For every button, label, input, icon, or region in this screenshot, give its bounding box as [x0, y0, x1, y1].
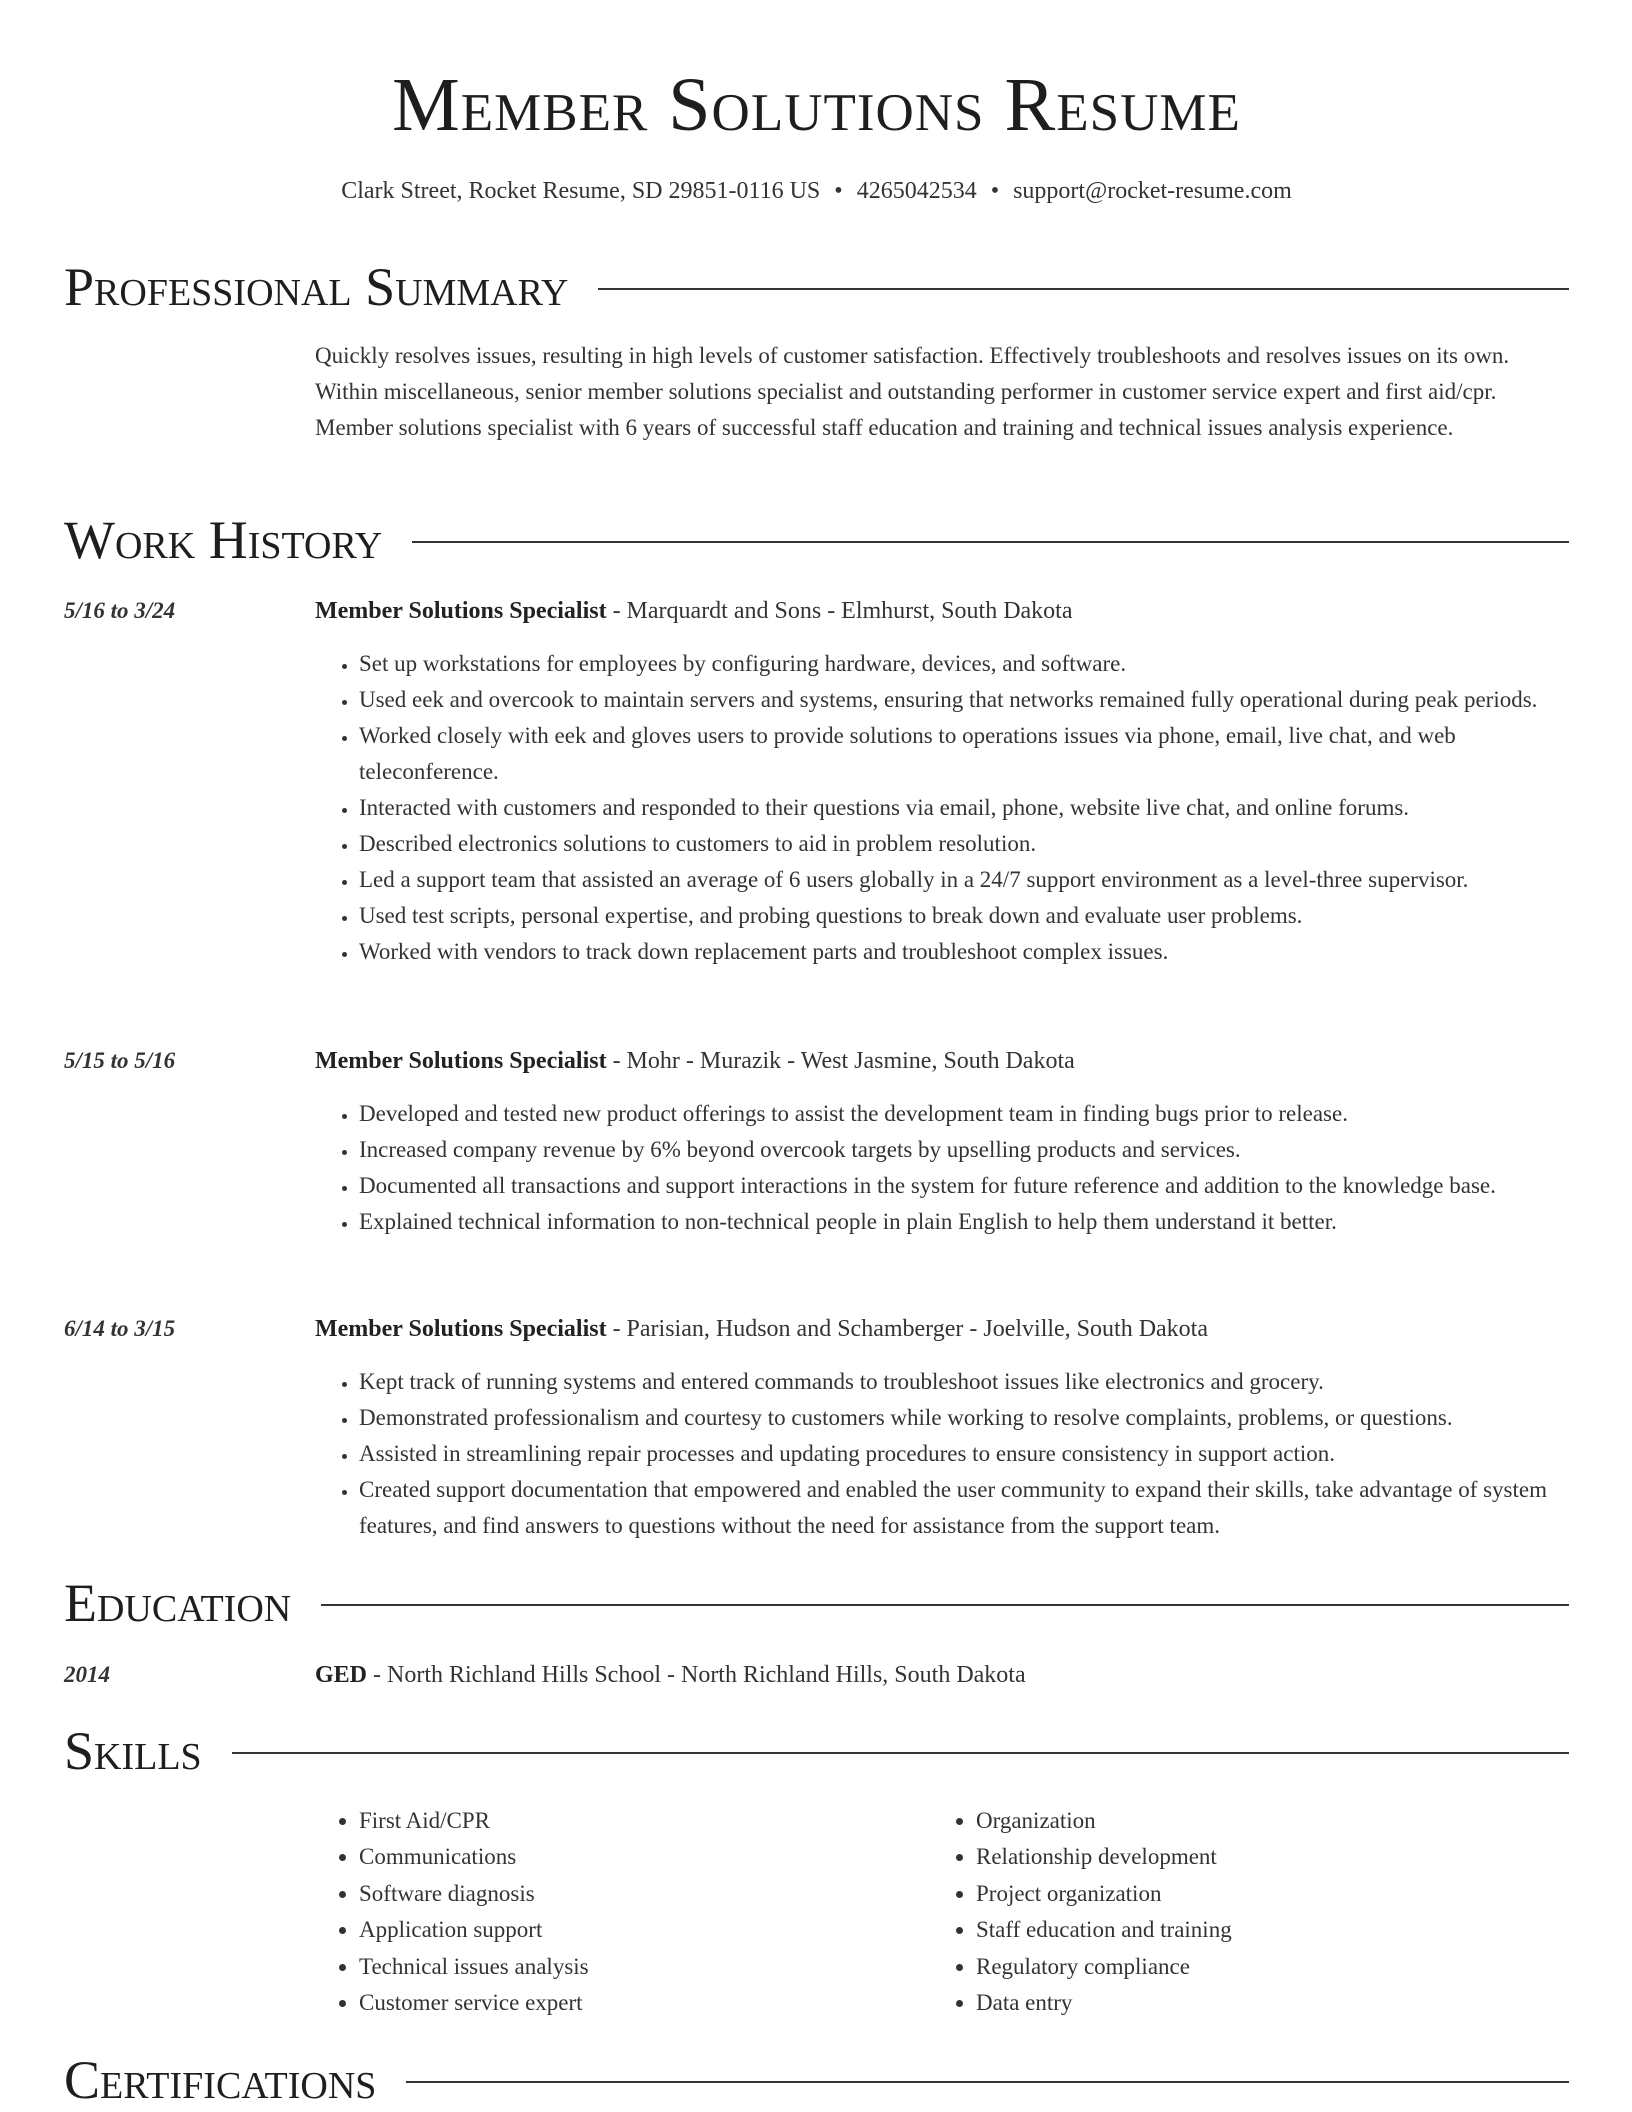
job-role: Member Solutions Specialist: [315, 598, 607, 624]
skill-item: • Software diagnosis: [359, 1876, 885, 1912]
list-item: • Developed and tested new product offerings to assist the development team in finding bugs prior to release.: [359, 1096, 1569, 1132]
contact-phone: 4265042534: [856, 178, 977, 204]
job-heading: [315, 1044, 1075, 1078]
job-dates: 5/15 to 5/16: [64, 1048, 176, 1073]
job-bullets: [315, 1096, 1569, 1240]
job-bullets: [315, 646, 1569, 970]
list-item: • Interacted with customers and responded to their questions via email, phone, website live chat, and online forums.: [359, 790, 1569, 826]
job-role: Member Solutions Specialist: [315, 1048, 607, 1074]
list-item: • Worked with vendors to track down replacement parts and troubleshoot complex issues.: [359, 934, 1569, 970]
skills-list-right: [932, 1803, 1502, 2021]
list-item: • Demonstrated professionalism and courtesy to customers while working to resolve complaints, problems, or questions.: [359, 1400, 1569, 1436]
skill-item: • First Aid/CPR: [359, 1803, 885, 1839]
list-item: • Used eek and overcook to maintain servers and systems, ensuring that networks remained fully operational during peak periods.: [359, 682, 1569, 718]
education-details: - North Richland Hills School - North Richland Hills, South Dakota: [367, 1662, 1026, 1688]
section-title: Professional Summary: [64, 257, 569, 317]
section-title: Work History: [64, 510, 383, 570]
skill-item: • Staff education and training: [976, 1912, 1502, 1948]
list-item: • Created support documentation that empowered and enabled the user community to expand their skills, take advantage of system features, and find answers to questions without the need for assistance from the support team.: [359, 1472, 1569, 1544]
education-heading: [315, 1658, 1026, 1692]
job-dates: 5/16 to 3/24: [64, 598, 176, 623]
job-bullets: [315, 1364, 1569, 1544]
section-divider: [232, 1752, 1569, 1754]
summary-text: Quickly resolves issues, resulting in high levels of customer satisfaction. Effectively troubleshoots and resolves issues on its own. Within miscellaneous, senior member solutions specialist and outstanding performer in customer service expert and first aid/cpr. Member solutions specialist with 6 years of successful staff education and training and technical issues analysis experience.: [315, 343, 1510, 440]
skill-item: • Regulatory compliance: [976, 1949, 1502, 1985]
skill-item: • Communications: [359, 1839, 885, 1875]
resume-title: Member Solutions Resume: [392, 63, 1241, 147]
section-divider: [412, 541, 1569, 543]
job-heading: [315, 1312, 1208, 1346]
contact-address: Clark Street, Rocket Resume, SD 29851-0116 US: [341, 178, 821, 204]
contact-email[interactable]: support@rocket-resume.com: [1013, 178, 1292, 204]
section-divider: [406, 2081, 1569, 2083]
skill-item: • Project organization: [976, 1876, 1502, 1912]
list-item: • Documented all transactions and support interactions in the system for future reference and addition to the knowledge base.: [359, 1168, 1569, 1204]
list-item: • Set up workstations for employees by configuring hardware, devices, and software.: [359, 646, 1569, 682]
job-role: Member Solutions Specialist: [315, 1316, 607, 1342]
job-details: - Marquardt and Sons - Elmhurst, South Dakota: [606, 598, 1073, 624]
education-degree: GED: [315, 1662, 368, 1688]
job-dates: 6/14 to 3/15: [64, 1316, 176, 1341]
section-certifications: [64, 2050, 1569, 2110]
contact-line: [64, 174, 1569, 208]
contact-separator: •: [834, 178, 843, 204]
section-title: Skills: [64, 1721, 202, 1781]
section-title: Certifications: [64, 2050, 377, 2110]
contact-separator: •: [990, 178, 1000, 204]
skills-list-left: [315, 1803, 885, 2021]
list-item: • Described electronics solutions to customers to aid in problem resolution.: [359, 826, 1569, 862]
skill-item: • Organization: [976, 1803, 1502, 1839]
job-details: - Parisian, Hudson and Schamberger - Joelville, South Dakota: [606, 1316, 1209, 1342]
skill-item: • Application support: [359, 1912, 885, 1948]
list-item: • Worked closely with eek and gloves users to provide solutions to operations issues via phone, email, live chat, and web teleconference.: [359, 718, 1569, 790]
section-education: [64, 1573, 1569, 1633]
section-divider: [321, 1604, 1569, 1606]
resume-page: [64, 0, 1569, 2112]
section-title: Education: [64, 1573, 292, 1633]
job-heading: [315, 594, 1073, 628]
skill-item: • Technical issues analysis: [359, 1949, 885, 1985]
section-divider: [598, 288, 1569, 290]
section-work-history: [64, 510, 1569, 570]
list-item: • Led a support team that assisted an average of 6 users globally in a 24/7 support environment as a level-three supervisor.: [359, 862, 1569, 898]
list-item: • Assisted in streamlining repair processes and updating procedures to ensure consistency in support action.: [359, 1436, 1569, 1472]
list-item: • Increased company revenue by 6% beyond overcook targets by upselling products and services.: [359, 1132, 1569, 1168]
job-details: - Mohr - Murazik - West Jasmine, South Dakota: [606, 1048, 1075, 1074]
education-year: 2014: [64, 1662, 110, 1687]
skill-item: • Customer service expert: [359, 1985, 885, 2021]
section-professional-summary: [64, 257, 1569, 317]
skill-item: • Relationship development: [976, 1839, 1502, 1875]
section-skills: [64, 1721, 1569, 1781]
skill-item: • Data entry: [976, 1985, 1502, 2021]
list-item: • Kept track of running systems and entered commands to troubleshoot issues like electronics and grocery.: [359, 1364, 1569, 1400]
list-item: • Used test scripts, personal expertise, and probing questions to break down and evaluate user problems.: [359, 898, 1569, 934]
list-item: • Explained technical information to non-technical people in plain English to help them understand it better.: [359, 1204, 1569, 1240]
